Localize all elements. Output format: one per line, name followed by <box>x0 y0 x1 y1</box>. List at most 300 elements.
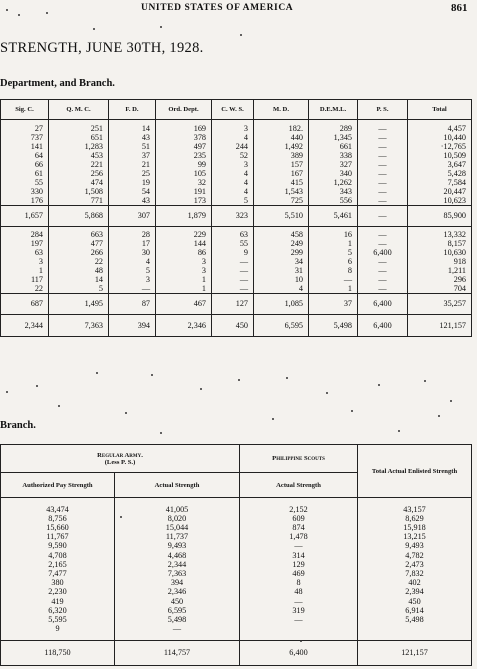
cell-fd: 3 <box>109 275 156 284</box>
subtotal-row <box>1 294 472 315</box>
cell-sig-c: 117 <box>1 275 49 284</box>
cell-actual-strength: 15,044 <box>115 523 240 532</box>
cell-ord-dept: 105 <box>156 169 212 178</box>
cell-cws: 4 <box>212 169 254 178</box>
cell-actual-strength: 5,498 <box>115 615 240 624</box>
table-row <box>1 532 472 541</box>
cell-md: 31 <box>254 266 309 275</box>
cell-ps: — <box>358 151 408 160</box>
cell-qmc: 256 <box>49 169 109 178</box>
cell-actual-strength: 7,363 <box>115 569 240 578</box>
cell-fd: 25 <box>109 169 156 178</box>
table-row <box>1 124 472 133</box>
cell-md: 299 <box>254 248 309 257</box>
cell-total: 10,623 <box>408 196 472 206</box>
cell-deml: 6 <box>309 257 358 266</box>
cell-sig-c: 61 <box>1 169 49 178</box>
cell-md: 157 <box>254 160 309 169</box>
cell-actual-strength: 394 <box>115 578 240 587</box>
cell-ps: — <box>358 230 408 239</box>
cell-ord-dept: 378 <box>156 133 212 142</box>
table-row <box>1 248 472 257</box>
cell-scouts-actual-strength: 48 <box>240 587 358 596</box>
cell-actual-strength: 41,005 <box>115 505 240 514</box>
cell-total-enlisted: 13,215 <box>358 532 472 541</box>
table-row <box>1 514 472 523</box>
cell-ord-dept: 191 <box>156 187 212 196</box>
cell-deml: 1,345 <box>309 133 358 142</box>
cell-cws: 4 <box>212 178 254 187</box>
cell-ord-dept: 1,879 <box>156 205 212 226</box>
cell-actual-strength: 2,344 <box>115 560 240 569</box>
cell-deml: 1,262 <box>309 178 358 187</box>
cell-authorized-pay-strength: 8,756 <box>1 514 115 523</box>
regular-army-sublabel: (Less P. S.) <box>104 458 136 466</box>
cell-sig-c: 176 <box>1 196 49 206</box>
cell-authorized-pay-strength: 419 <box>1 597 115 606</box>
cell-qmc: 5 <box>49 284 109 294</box>
cell-scouts-actual-strength: — <box>240 597 358 606</box>
cell-ord-dept: 1 <box>156 275 212 284</box>
cell-ord-dept: 467 <box>156 294 212 315</box>
table-row <box>1 284 472 294</box>
cell-md: 5,510 <box>254 205 309 226</box>
cell-ps: — <box>358 142 408 151</box>
actual-strength-header: Actual Strength <box>115 473 240 498</box>
cell-cws: 3 <box>212 124 254 133</box>
cell-fd: 17 <box>109 239 156 248</box>
cell-total: 918 <box>408 257 472 266</box>
running-head-title: UNITED STATES OF AMERICA <box>141 3 294 13</box>
cell-total: 5,428 <box>408 169 472 178</box>
cell-total-enlisted: 6,914 <box>358 606 472 615</box>
table2-group-header-row <box>1 445 472 473</box>
cell-cws: 63 <box>212 230 254 239</box>
col-header-cws: C. W. S. <box>212 100 254 120</box>
cell-scouts-actual-strength: 8 <box>240 578 358 587</box>
cell-authorized-pay-strength: 7,477 <box>1 569 115 578</box>
cell-total: 10,440 <box>408 133 472 142</box>
cell-deml: 5,498 <box>309 315 358 337</box>
cell-ps: 6,400 <box>358 248 408 257</box>
cell-sig-c: 687 <box>1 294 49 315</box>
cell-total-enlisted <box>358 624 472 633</box>
cell-cws: 323 <box>212 205 254 226</box>
cell-qmc: 5,868 <box>49 205 109 226</box>
cell-actual-strength: 9,493 <box>115 541 240 550</box>
col-header-md: M. D. <box>254 100 309 120</box>
cell-fd: 54 <box>109 187 156 196</box>
grand-total-row <box>1 315 472 337</box>
cell-authorized-pay-strength: 15,660 <box>1 523 115 532</box>
cell-ps: — <box>358 205 408 226</box>
table-row <box>1 569 472 578</box>
cell-deml: 661 <box>309 142 358 151</box>
cell-total-enlisted: 450 <box>358 597 472 606</box>
cell-ord-dept: 99 <box>156 160 212 169</box>
cell-md: 1,085 <box>254 294 309 315</box>
cell-qmc: 453 <box>49 151 109 160</box>
cell-ps: — <box>358 160 408 169</box>
cell-qmc: 7,363 <box>49 315 109 337</box>
table-row <box>1 142 472 151</box>
cell-total-enlisted: 4,782 <box>358 551 472 560</box>
cell-fd: 5 <box>109 266 156 275</box>
table1-header-row <box>1 100 472 120</box>
table-row <box>1 196 472 206</box>
cell-qmc: 663 <box>49 230 109 239</box>
cell-scouts-actual-strength: — <box>240 541 358 550</box>
cell-total: 13,332 <box>408 230 472 239</box>
cell-sig-c: 2,344 <box>1 315 49 337</box>
cell-qmc: 221 <box>49 160 109 169</box>
cell-authorized-pay-strength: 2,230 <box>1 587 115 596</box>
cell-fd: 21 <box>109 160 156 169</box>
cell-cws: 52 <box>212 151 254 160</box>
cell-total: 20,447 <box>408 187 472 196</box>
cell-scouts-actual-strength: 6,400 <box>240 640 358 665</box>
cell-fd: 43 <box>109 133 156 142</box>
cell-sig-c: 1,657 <box>1 205 49 226</box>
cell-ps: — <box>358 169 408 178</box>
table-row <box>1 169 472 178</box>
cell-cws: 450 <box>212 315 254 337</box>
cell-total-enlisted: 2,394 <box>358 587 472 596</box>
cell-authorized-pay-strength: 9 <box>1 624 115 633</box>
philippine-scouts-group-header: Philippine Scouts <box>240 445 358 473</box>
cell-qmc: 1,495 <box>49 294 109 315</box>
cell-sig-c: 55 <box>1 178 49 187</box>
table-row <box>1 275 472 284</box>
subtotal-row <box>1 205 472 226</box>
spacer-cell <box>240 633 358 640</box>
cell-deml: 327 <box>309 160 358 169</box>
cell-fd: 37 <box>109 151 156 160</box>
cell-deml: 37 <box>309 294 358 315</box>
col-header-fd: F. D. <box>109 100 156 120</box>
cell-ord-dept: 3 <box>156 266 212 275</box>
total-enlisted-header: Total Actual Enlisted Strength <box>358 445 472 498</box>
cell-fd: 14 <box>109 124 156 133</box>
cell-total-enlisted: 7,832 <box>358 569 472 578</box>
table-row <box>1 541 472 550</box>
cell-ord-dept: 1 <box>156 284 212 294</box>
cell-sig-c: 3 <box>1 257 49 266</box>
cell-total: 7,584 <box>408 178 472 187</box>
page-number: 861 <box>451 2 468 14</box>
cell-actual-strength: — <box>115 624 240 633</box>
cell-md: 1,492 <box>254 142 309 151</box>
cell-authorized-pay-strength: 43,474 <box>1 505 115 514</box>
cell-deml: 5 <box>309 248 358 257</box>
cell-total: 4,457 <box>408 124 472 133</box>
cell-ps: — <box>358 257 408 266</box>
cell-md: 6,595 <box>254 315 309 337</box>
cell-cws: 127 <box>212 294 254 315</box>
cell-total: 121,157 <box>408 315 472 337</box>
cell-ps: — <box>358 266 408 275</box>
table-row <box>1 230 472 239</box>
cell-fd: 4 <box>109 257 156 266</box>
cell-ps: 6,400 <box>358 315 408 337</box>
cell-qmc: 48 <box>49 266 109 275</box>
cell-cws: 3 <box>212 160 254 169</box>
cell-qmc: 651 <box>49 133 109 142</box>
cell-md: 4 <box>254 284 309 294</box>
cell-total: 704 <box>408 284 472 294</box>
cell-scouts-actual-strength: 129 <box>240 560 358 569</box>
spacer-cell <box>358 633 472 640</box>
spacer-cell <box>1 498 115 505</box>
cell-ps: — <box>358 239 408 248</box>
cell-md: 389 <box>254 151 309 160</box>
cell-ord-dept: 169 <box>156 124 212 133</box>
table-row <box>1 239 472 248</box>
table-row <box>1 597 472 606</box>
cell-md: 249 <box>254 239 309 248</box>
table-row <box>1 606 472 615</box>
cell-ord-dept: 3 <box>156 257 212 266</box>
cell-cws: 5 <box>212 196 254 206</box>
cell-ord-dept: 229 <box>156 230 212 239</box>
cell-actual-strength: 450 <box>115 597 240 606</box>
table-subheading: Department, and Branch. <box>0 78 115 89</box>
table-row <box>1 615 472 624</box>
cell-sig-c: 1 <box>1 266 49 275</box>
cell-sig-c: 330 <box>1 187 49 196</box>
cell-authorized-pay-strength: 380 <box>1 578 115 587</box>
cell-deml: 343 <box>309 187 358 196</box>
regular-army-group-header <box>1 445 240 473</box>
cell-ps: — <box>358 187 408 196</box>
cell-total-enlisted: 2,473 <box>358 560 472 569</box>
cell-scouts-actual-strength: 469 <box>240 569 358 578</box>
spacer-row <box>1 498 472 505</box>
cell-total: 35,257 <box>408 294 472 315</box>
total-row <box>1 640 472 665</box>
cell-fd: 28 <box>109 230 156 239</box>
table-row <box>1 257 472 266</box>
cell-sig-c: 63 <box>1 248 49 257</box>
spacer-row <box>1 633 472 640</box>
cell-md: 1,543 <box>254 187 309 196</box>
cell-fd: 394 <box>109 315 156 337</box>
cell-scouts-actual-strength: 319 <box>240 606 358 615</box>
cell-qmc: 1,283 <box>49 142 109 151</box>
cell-total: 296 <box>408 275 472 284</box>
strength-by-department-table <box>0 99 472 337</box>
cell-deml: 556 <box>309 196 358 206</box>
cell-md: 34 <box>254 257 309 266</box>
cell-scouts-actual-strength: 314 <box>240 551 358 560</box>
table-row <box>1 178 472 187</box>
cell-fd: — <box>109 284 156 294</box>
cell-sig-c: 141 <box>1 142 49 151</box>
cell-ps: — <box>358 133 408 142</box>
cell-authorized-pay-strength: 2,165 <box>1 560 115 569</box>
cell-total-enlisted: 15,918 <box>358 523 472 532</box>
table-row <box>1 160 472 169</box>
cell-qmc: 266 <box>49 248 109 257</box>
cell-ord-dept: 144 <box>156 239 212 248</box>
table-row <box>1 523 472 532</box>
col-header-deml: D.E.M.L. <box>309 100 358 120</box>
cell-fd: 307 <box>109 205 156 226</box>
col-header-ps: P. S. <box>358 100 408 120</box>
cell-total: ·12,765 <box>408 142 472 151</box>
cell-fd: 51 <box>109 142 156 151</box>
table-row <box>1 133 472 142</box>
cell-ord-dept: 235 <box>156 151 212 160</box>
cell-authorized-pay-strength: 5,595 <box>1 615 115 624</box>
cell-qmc: 477 <box>49 239 109 248</box>
cell-deml: 5,461 <box>309 205 358 226</box>
cell-cws: — <box>212 257 254 266</box>
spacer-cell <box>115 498 240 505</box>
table-row <box>1 624 472 633</box>
cell-ord-dept: 497 <box>156 142 212 151</box>
cell-actual-strength: 11,737 <box>115 532 240 541</box>
table-row <box>1 578 472 587</box>
authorized-pay-strength-header: Authorized Pay Strength <box>1 473 115 498</box>
cell-authorized-pay-strength: 11,767 <box>1 532 115 541</box>
cell-ps: — <box>358 275 408 284</box>
cell-scouts-actual-strength <box>240 624 358 633</box>
cell-fd: 87 <box>109 294 156 315</box>
cell-qmc: 1,508 <box>49 187 109 196</box>
cell-deml: 289 <box>309 124 358 133</box>
cell-authorized-pay-strength: 118,750 <box>1 640 115 665</box>
cell-sig-c: 27 <box>1 124 49 133</box>
branch-heading: Branch. <box>0 420 36 431</box>
cell-total: 10,630 <box>408 248 472 257</box>
cell-deml: 8 <box>309 266 358 275</box>
cell-qmc: 771 <box>49 196 109 206</box>
cell-sig-c: 737 <box>1 133 49 142</box>
cell-scouts-actual-strength: — <box>240 615 358 624</box>
cell-scouts-actual-strength: 2,152 <box>240 505 358 514</box>
cell-total-enlisted: 402 <box>358 578 472 587</box>
cell-md: 182. <box>254 124 309 133</box>
cell-cws: — <box>212 275 254 284</box>
cell-actual-strength: 4,468 <box>115 551 240 560</box>
cell-cws: — <box>212 266 254 275</box>
cell-scouts-actual-strength: 609 <box>240 514 358 523</box>
cell-md: 725 <box>254 196 309 206</box>
cell-cws: 55 <box>212 239 254 248</box>
table-row <box>1 587 472 596</box>
scouts-actual-strength-header: Actual Strength <box>240 473 358 498</box>
cell-total-enlisted: 5,498 <box>358 615 472 624</box>
col-header-ord-dept: Ord. Dept. <box>156 100 212 120</box>
cell-total: 3,647 <box>408 160 472 169</box>
cell-sig-c: 22 <box>1 284 49 294</box>
cell-actual-strength: 114,757 <box>115 640 240 665</box>
table-row <box>1 560 472 569</box>
cell-md: 415 <box>254 178 309 187</box>
cell-qmc: 14 <box>49 275 109 284</box>
cell-total-enlisted: 43,157 <box>358 505 472 514</box>
cell-deml: 340 <box>309 169 358 178</box>
cell-ord-dept: 173 <box>156 196 212 206</box>
cell-qmc: 22 <box>49 257 109 266</box>
cell-sig-c: 284 <box>1 230 49 239</box>
cell-cws: — <box>212 284 254 294</box>
section-heading: STRENGTH, JUNE 30TH, 1928. <box>0 40 204 56</box>
cell-qmc: 474 <box>49 178 109 187</box>
cell-total-enlisted: 8,629 <box>358 514 472 523</box>
table-row <box>1 505 472 514</box>
spacer-cell <box>1 633 115 640</box>
table-row <box>1 151 472 160</box>
cell-deml: — <box>309 275 358 284</box>
cell-deml: 1 <box>309 284 358 294</box>
cell-ord-dept: 2,346 <box>156 315 212 337</box>
cell-authorized-pay-strength: 6,320 <box>1 606 115 615</box>
cell-sig-c: 197 <box>1 239 49 248</box>
cell-total-enlisted: 9,493 <box>358 541 472 550</box>
cell-actual-strength: 6,595 <box>115 606 240 615</box>
table-row <box>1 187 472 196</box>
cell-cws: 9 <box>212 248 254 257</box>
col-header-sig-c: Sig. C. <box>1 100 49 120</box>
cell-md: 10 <box>254 275 309 284</box>
cell-ps: 6,400 <box>358 294 408 315</box>
cell-authorized-pay-strength: 9,590 <box>1 541 115 550</box>
cell-ord-dept: 86 <box>156 248 212 257</box>
cell-actual-strength: 2,346 <box>115 587 240 596</box>
cell-md: 440 <box>254 133 309 142</box>
cell-md: 167 <box>254 169 309 178</box>
cell-total-enlisted: 121,157 <box>358 640 472 665</box>
cell-md: 458 <box>254 230 309 239</box>
regular-army-label: Regular Army. <box>97 451 143 459</box>
cell-ps: — <box>358 178 408 187</box>
cell-cws: 244 <box>212 142 254 151</box>
cell-fd: 43 <box>109 196 156 206</box>
strength-by-branch-table <box>0 444 472 666</box>
cell-authorized-pay-strength: 4,708 <box>1 551 115 560</box>
cell-ord-dept: 32 <box>156 178 212 187</box>
spacer-cell <box>240 498 358 505</box>
cell-qmc: 251 <box>49 124 109 133</box>
cell-scouts-actual-strength: 874 <box>240 523 358 532</box>
table-row <box>1 266 472 275</box>
cell-deml: 16 <box>309 230 358 239</box>
cell-sig-c: 64 <box>1 151 49 160</box>
cell-total: 10,509 <box>408 151 472 160</box>
cell-ps: — <box>358 284 408 294</box>
table-row <box>1 551 472 560</box>
cell-actual-strength: 8,020 <box>115 514 240 523</box>
spacer-cell <box>115 633 240 640</box>
cell-total: 85,900 <box>408 205 472 226</box>
cell-sig-c: 66 <box>1 160 49 169</box>
cell-ps: — <box>358 196 408 206</box>
cell-deml: 338 <box>309 151 358 160</box>
cell-deml: 1 <box>309 239 358 248</box>
col-header-total: Total <box>408 100 472 120</box>
running-head <box>0 2 477 16</box>
cell-ps: — <box>358 124 408 133</box>
cell-fd: 19 <box>109 178 156 187</box>
col-header-qmc: Q. M. C. <box>49 100 109 120</box>
cell-total: 8,157 <box>408 239 472 248</box>
cell-fd: 30 <box>109 248 156 257</box>
spacer-cell <box>358 498 472 505</box>
cell-scouts-actual-strength: 1,478 <box>240 532 358 541</box>
cell-total: 1,211 <box>408 266 472 275</box>
